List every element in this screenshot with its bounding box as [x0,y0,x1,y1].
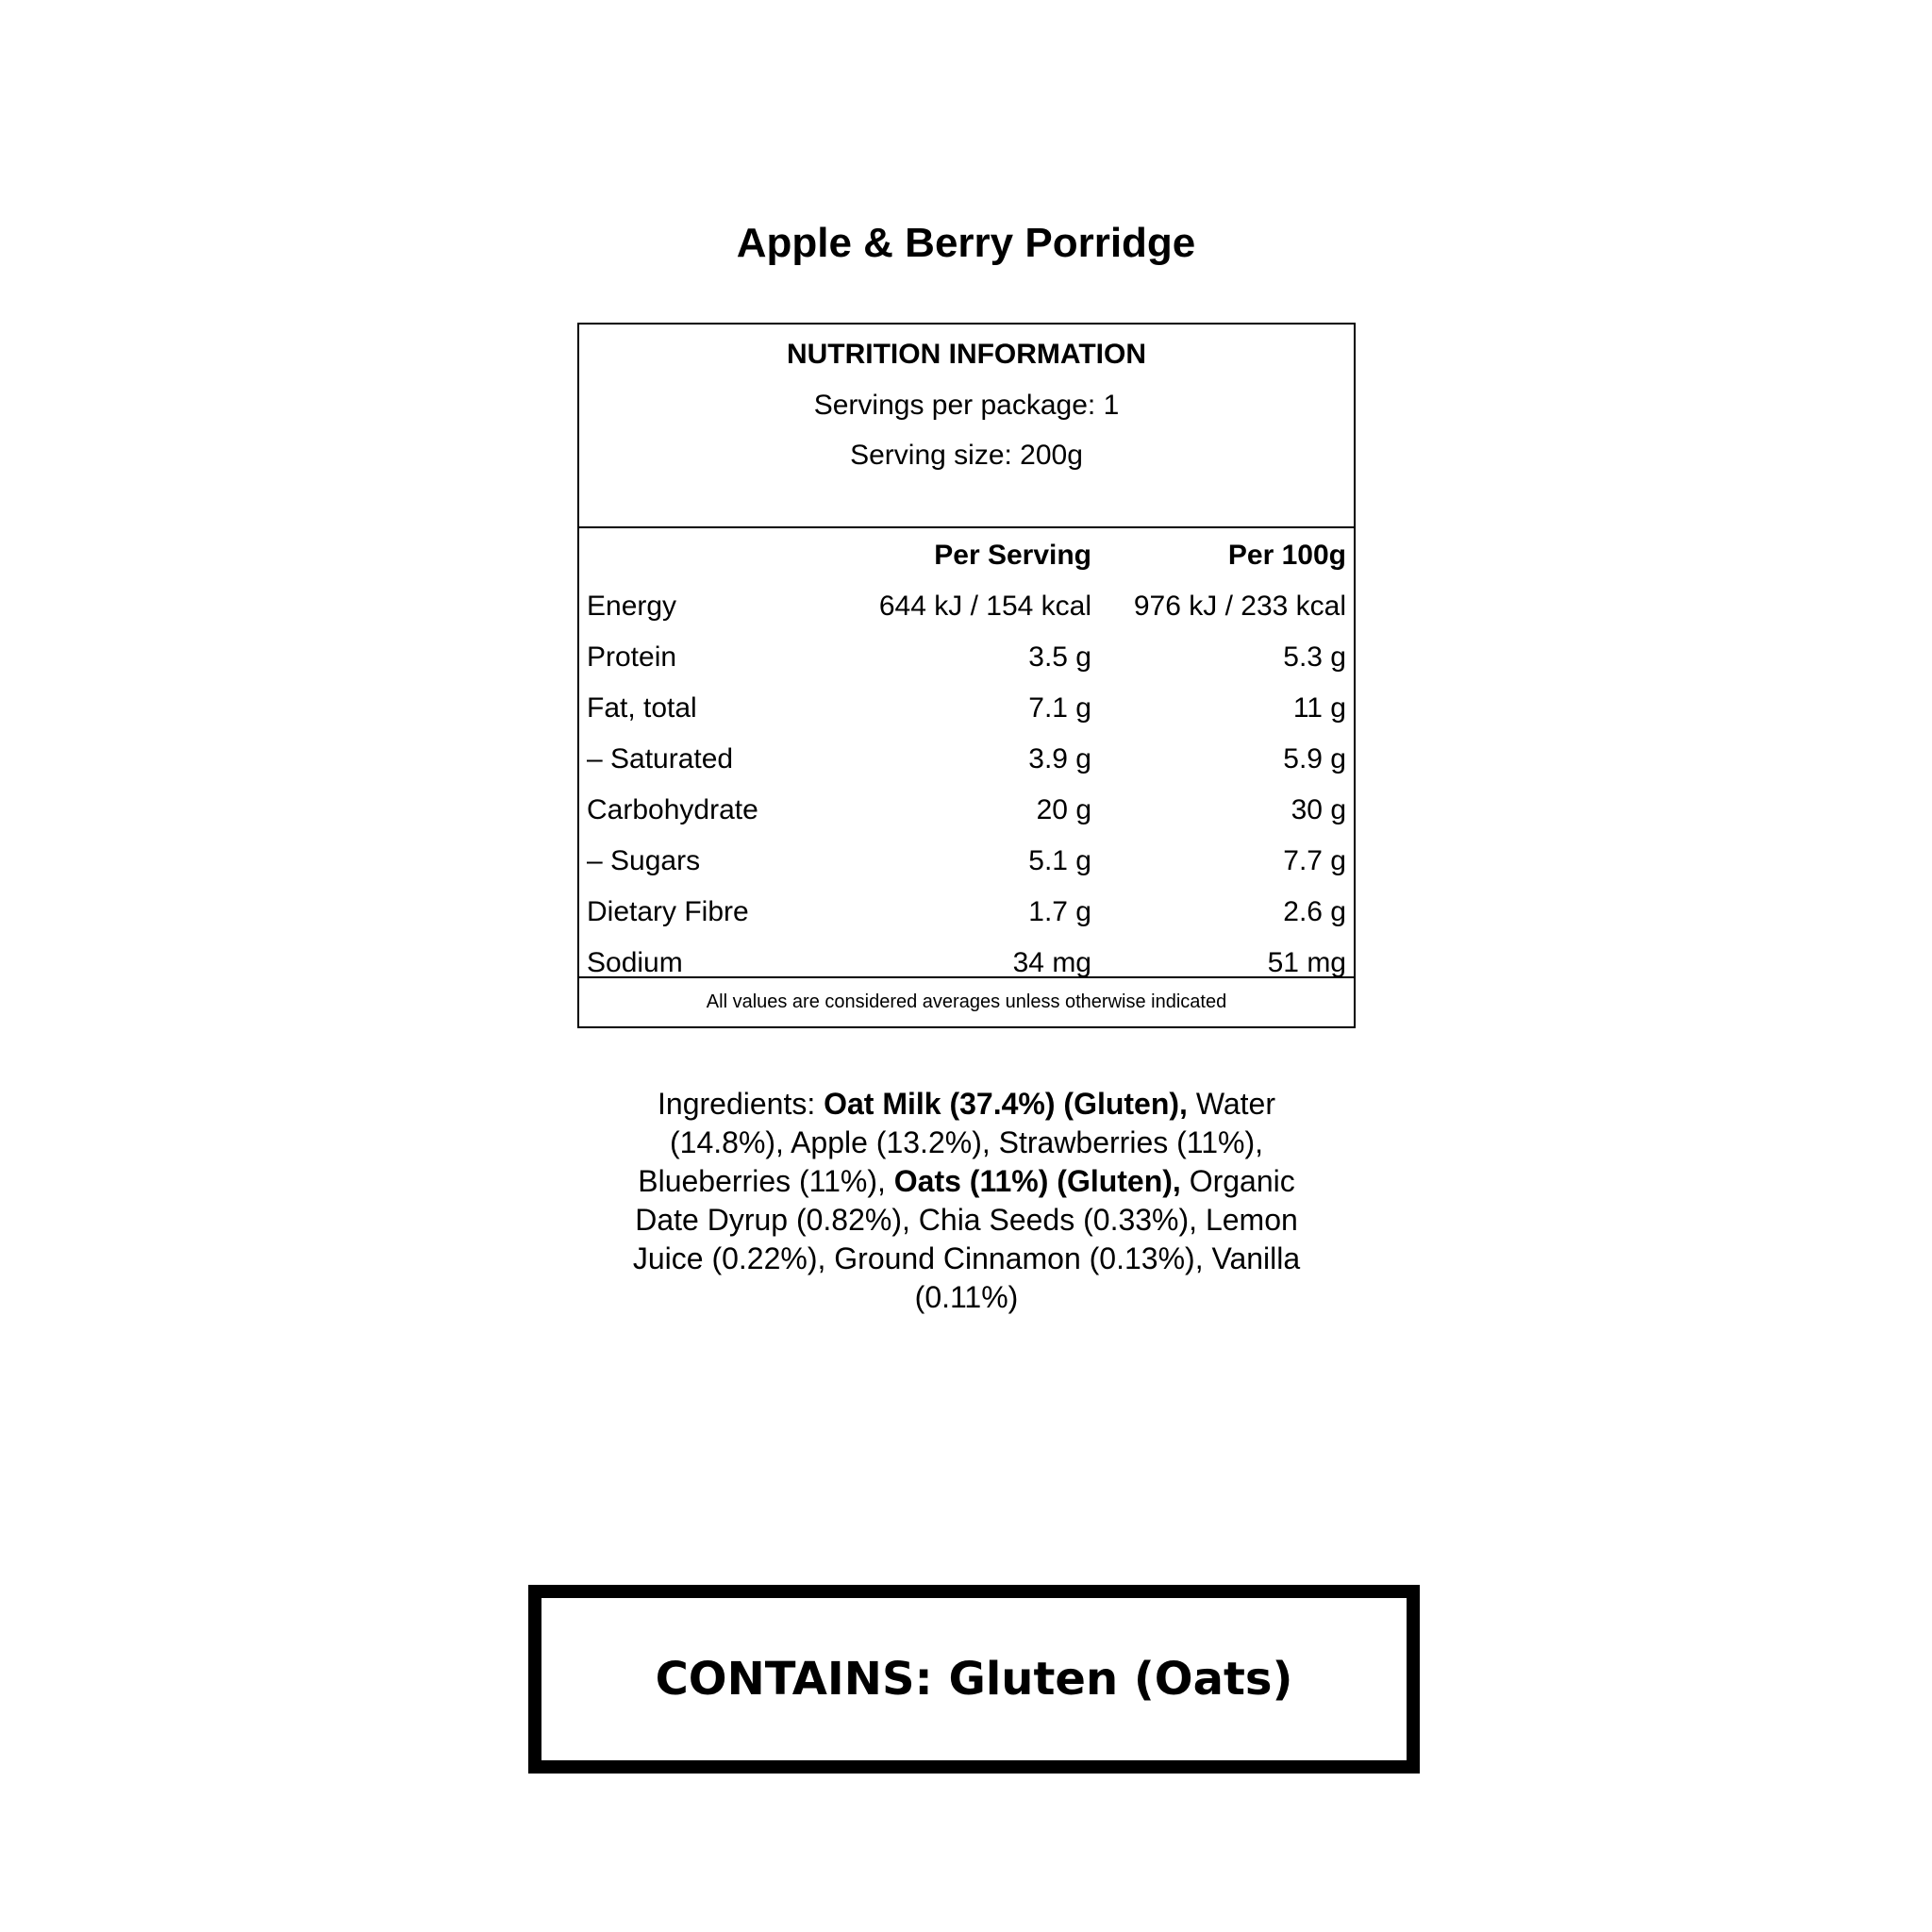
nutrition-row-saturated [579,734,1354,785]
nutrient-name: – Saturated [587,743,734,774]
nutrient-per-serving: 7.1 g [1028,692,1091,724]
ingredients-text: Water (14.8%), Apple (13.2%), Strawberries (11%), Blueberries (11%), [638,1087,1275,1198]
product-title: Apple & Berry Porridge [736,220,1196,266]
nutrient-per-serving: 20 g [1036,794,1091,825]
nutrition-panel-header [579,325,1354,528]
nutrition-row-protein [579,632,1354,683]
nutrient-per-serving: 3.9 g [1028,743,1091,774]
nutrient-per-100g: 11 g [1292,692,1346,724]
nutrient-per-100g: 5.9 g [1283,743,1346,774]
serving-size: Serving size: 200g [850,440,1083,471]
nutrient-per-100g: 51 mg [1267,947,1346,978]
nutrient-name: Protein [587,641,677,673]
ingredients-list [606,1085,1327,1317]
nutrient-name: Carbohydrate [587,794,758,825]
nutrition-row-sugars [579,836,1354,887]
nutrient-per-serving: 5.1 g [1028,845,1091,876]
nutrition-row-dietary-fibre [579,887,1354,938]
nutrient-per-serving: 34 mg [1012,947,1091,978]
ingredients-text: Organic Date Dyrup (0.82%), Chia Seeds (0.33%), Lemon Juice (0.22%), Ground Cinnamon (0.13%), Vanilla (0.11%) [632,1164,1301,1314]
nutrient-per-100g: 30 g [1291,794,1346,825]
allergen-statement: CONTAINS: Gluten (Oats) [655,1653,1293,1706]
nutrient-per-100g: 7.7 g [1283,845,1346,876]
nutrition-row-fat-total [579,683,1354,734]
allergen-box [528,1585,1420,1774]
nutrition-panel [577,323,1356,1028]
nutrient-per-100g: 5.3 g [1283,641,1346,673]
column-header-per-100g: Per 100g [1227,540,1346,571]
ingredient-allergen-oat-milk: Oat Milk (37.4%) (Gluten), [824,1087,1188,1121]
nutrient-per-100g: 2.6 g [1283,896,1346,927]
nutrient-name: – Sugars [587,845,701,876]
nutrient-name: Dietary Fibre [587,896,749,927]
nutrient-per-serving: 1.7 g [1028,896,1091,927]
servings-per-package: Servings per package: 1 [813,390,1120,421]
nutrition-footnote: All values are considered averages unless otherwise indicated [579,976,1354,1028]
ingredients-label: Ingredients: [658,1087,824,1121]
ingredient-allergen-oats: Oats (11%) (Gluten), [893,1164,1181,1198]
nutrient-name: Energy [587,591,677,622]
nutrition-heading: NUTRITION INFORMATION [786,339,1147,370]
nutrient-name: Sodium [587,947,683,978]
nutrient-per-serving: 3.5 g [1028,641,1091,673]
column-header-per-serving: Per Serving [934,540,1091,571]
nutrient-per-100g: 976 kJ / 233 kcal [1133,591,1346,622]
nutrition-row-energy [579,581,1354,632]
nutrition-row-carbohydrate [579,785,1354,836]
nutrient-per-serving: 644 kJ / 154 kcal [878,591,1091,622]
nutrition-column-headers [579,530,1354,581]
nutrient-name: Fat, total [587,692,697,724]
